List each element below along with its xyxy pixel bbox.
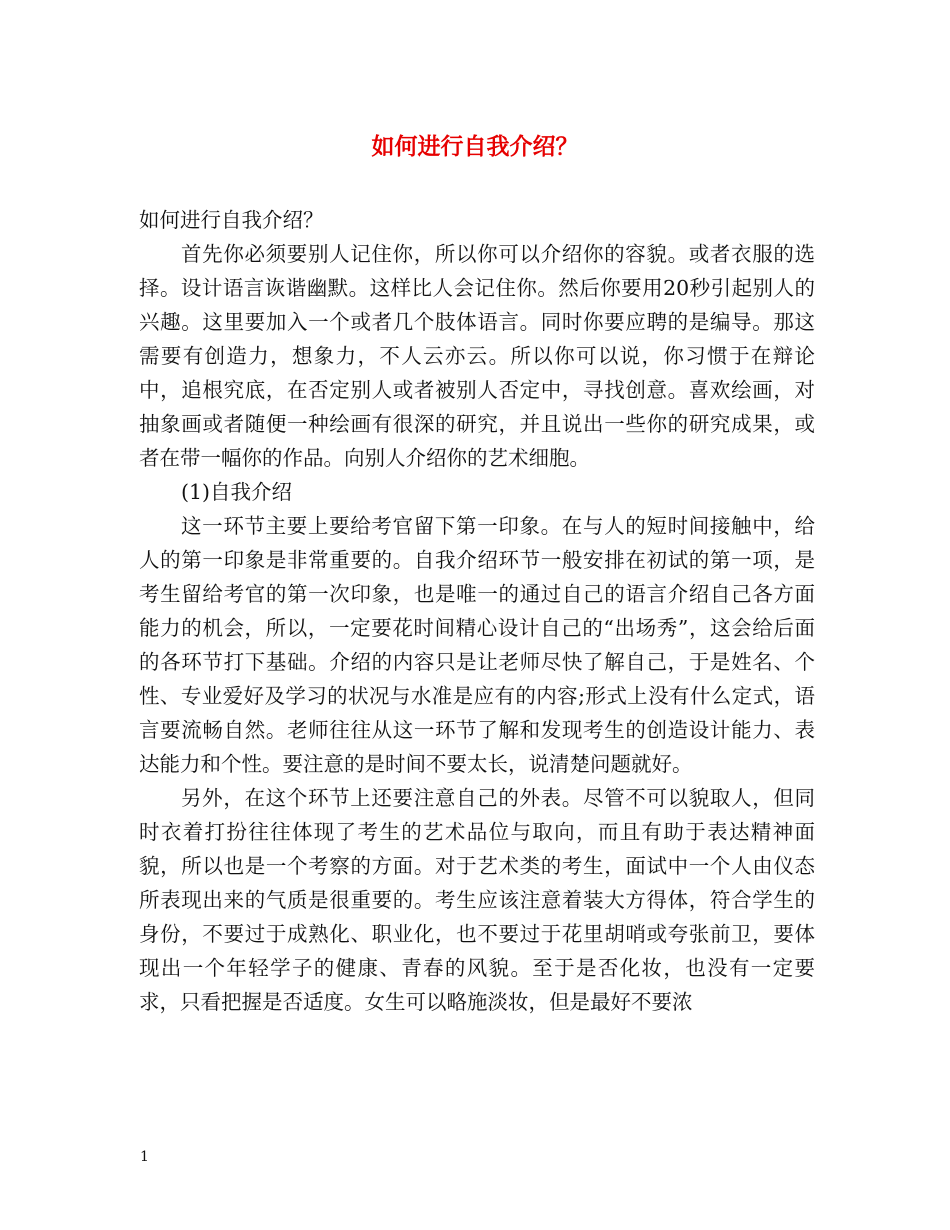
document-title: 如何进行自我介绍？ [371,133,579,160]
page-number: 1 [140,1149,149,1165]
paragraph: 这一环节主要上要给考官留下第一印象。在与人的短时间接触中，给人的第一印象是非常重要的。自我介绍环节一般安排在初试的第一项，是考生留给考官的第一次印象，也是唯一的通过自己的语言介绍自己各方面能力的机会，所以，一定要花时间精心设计自己的“出场秀”，这会给后面的各环节打下基础。介绍的内容只是让老师尽快了解自己，于是姓名、个性、专业爱好及学习的状况与水准是应有的内容;形式上没有什么定式，语言要流畅自然。老师往往从这一环节了解和发现考生的创造设计能力、表达能力和个性。要注意的是时间不要太长，说清楚问题就好。 [139,514,815,776]
paragraph-heading: 如何进行自我介绍？ [139,208,324,232]
paragraph: 首先你必须要别人记住你，所以你可以介绍你的容貌。或者衣服的选择。设计语言诙谐幽默。这样比人会记住你。然后你要用20秒引起别人的兴趣。这里要加入一个或者几个肢体语言。同时你要应聘的是编导。那这需要有创造力，想象力，不人云亦云。所以你可以说，你习惯于在辩论中，追根究底，在否定别人或者被别人否定中，寻找创意。喜欢绘画，对抽象画或者随便一种绘画有很深的研究，并且说出一些你的研究成果，或者在带一幅你的作品。向别人介绍你的艺术细胞。 [139,242,815,470]
document-body [139,203,815,1019]
section-heading: (1)自我介绍 [181,480,293,504]
paragraph: 另外，在这个环节上还要注意自己的外表。尽管不可以貌取人，但同时衣着打扮往往体现了考生的艺术品位与取向，而且有助于表达精神面貌，所以也是一个考察的方面。对于艺术类的考生，面试中一个人由仪态所表现出来的气质是很重要的。考生应该注意着装大方得体，符合学生的身份，不要过于成熟化、职业化，也不要过于花里胡哨或夸张前卫，要体现出一个年轻学子的健康、青春的风貌。至于是否化妆，也没有一定要求，只看把握是否适度。女生可以略施淡妆，但是最好不要浓 [139,786,815,1014]
